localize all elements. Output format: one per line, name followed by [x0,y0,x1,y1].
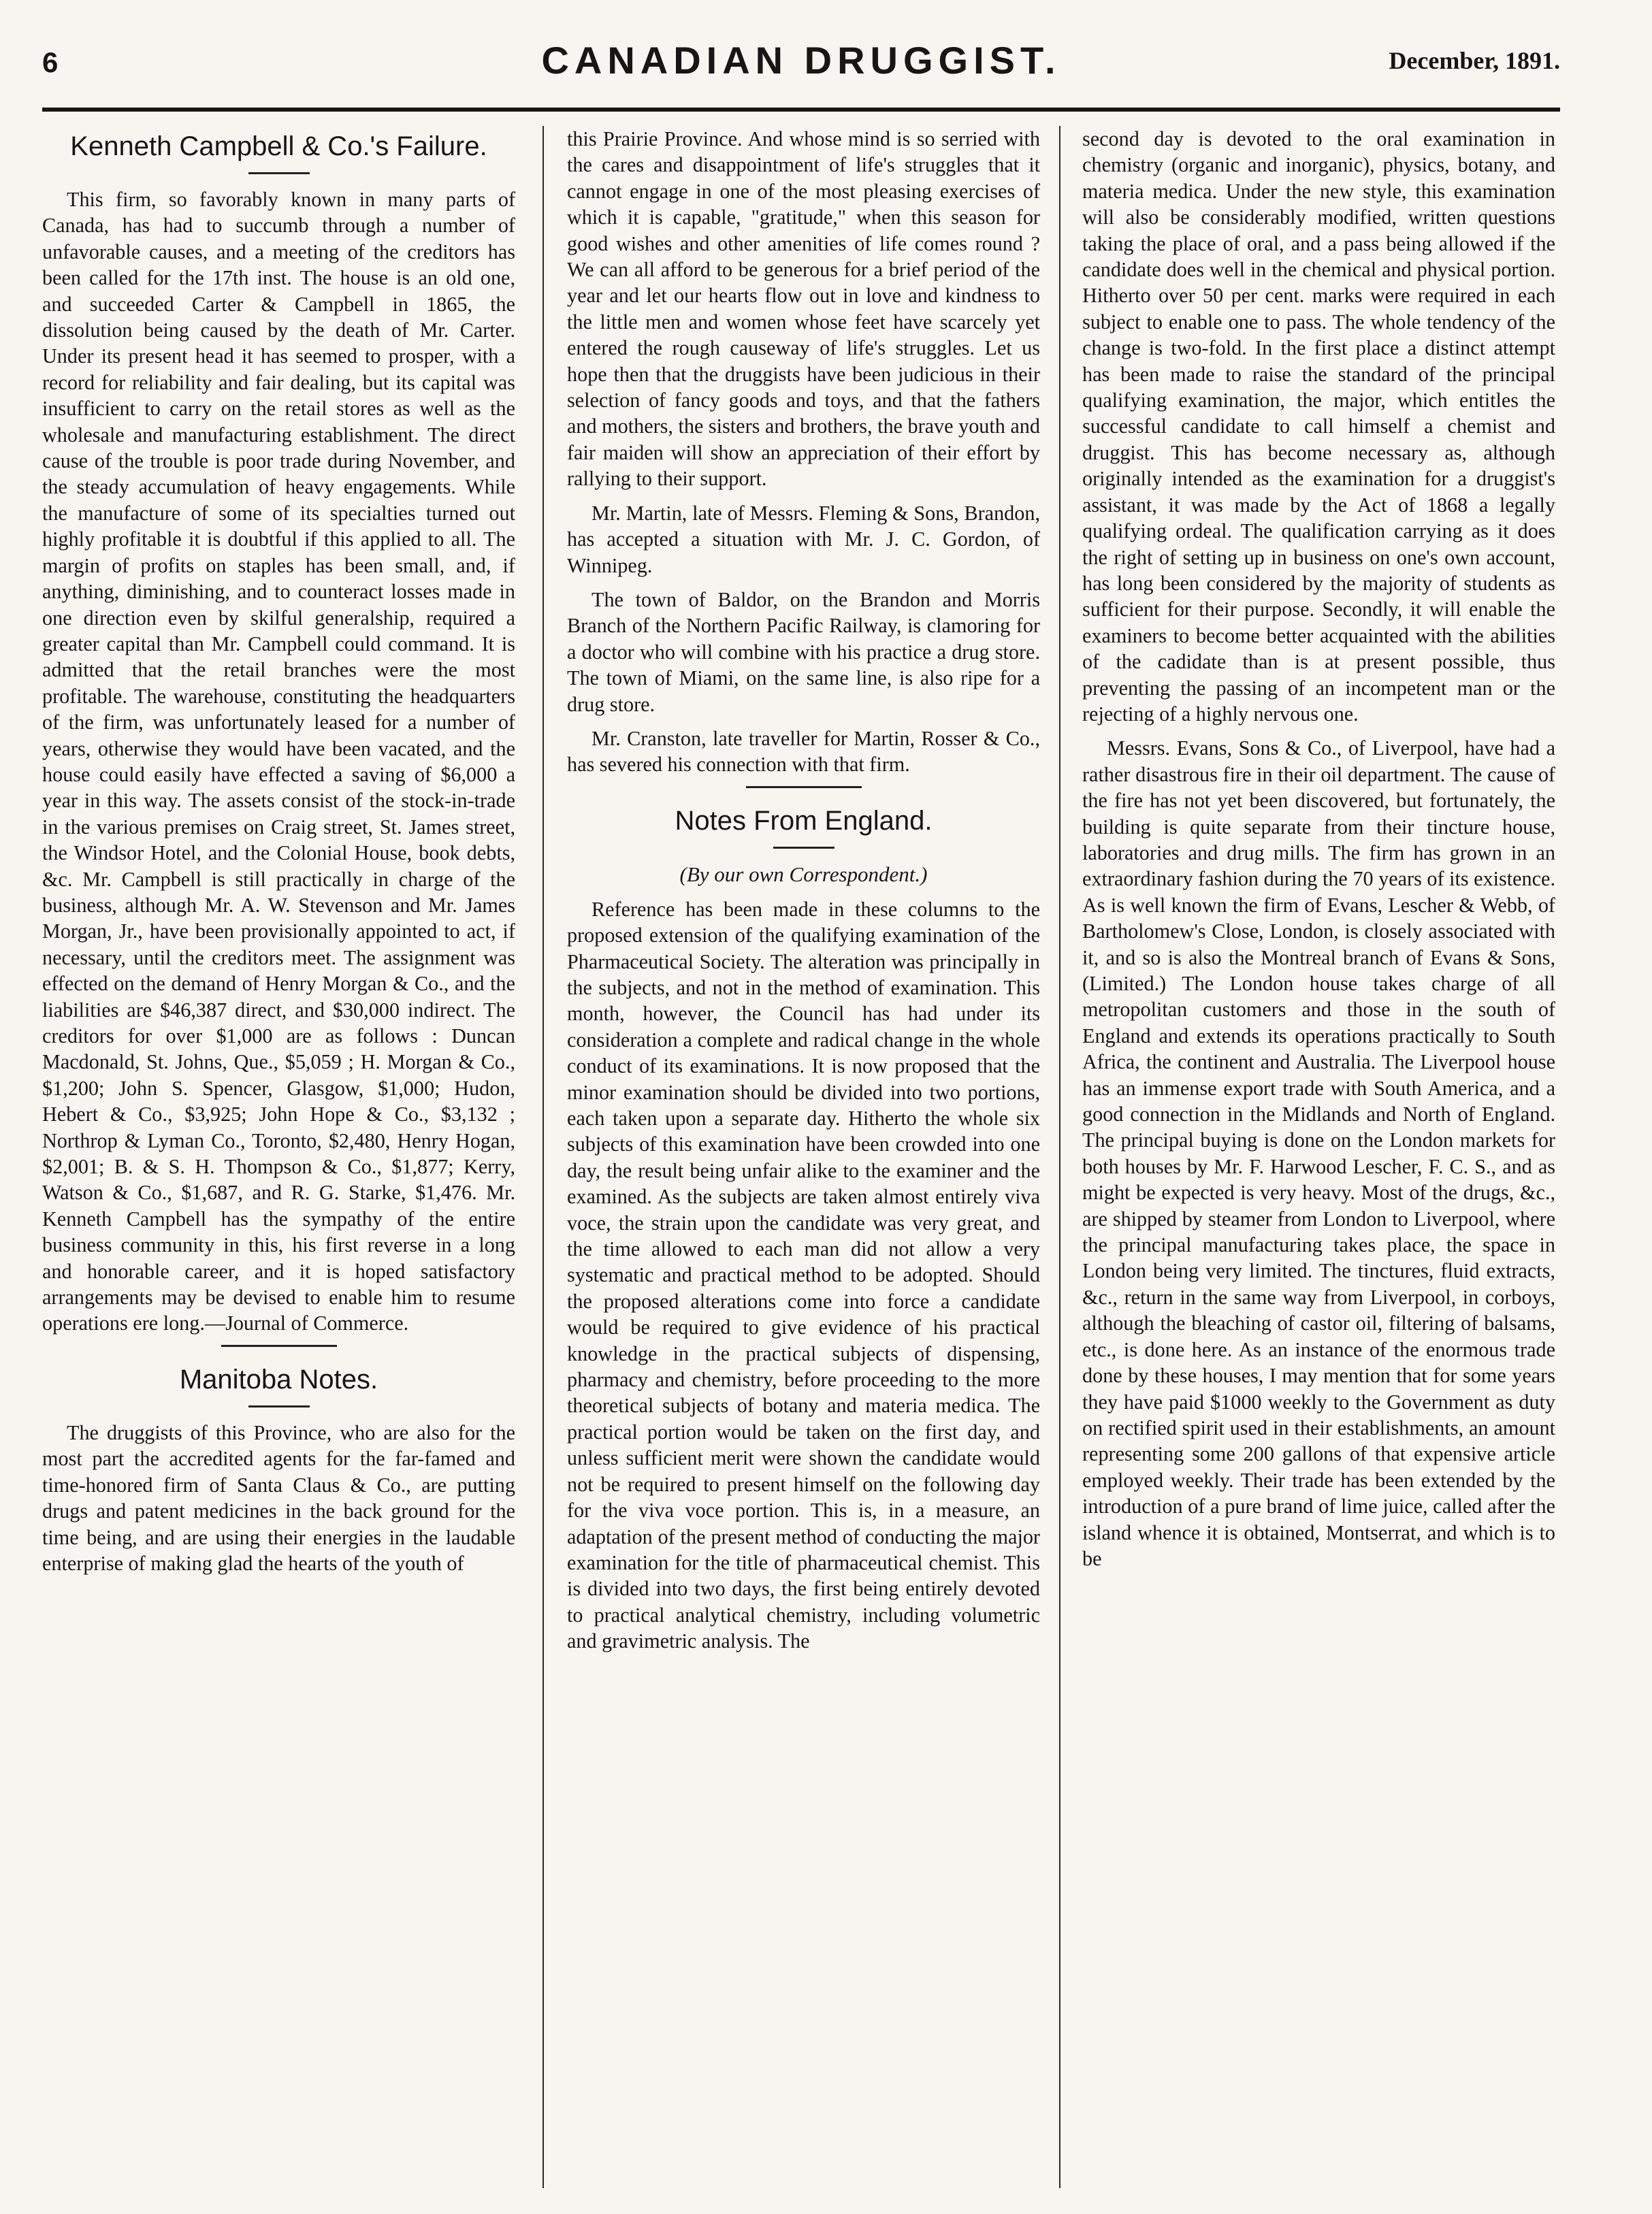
article-paragraph: Mr. Martin, late of Messrs. Fleming & Sons, Brandon, has accepted a situation with Mr. J. C. Gordon, of Winnipeg. [567,501,1040,577]
article-paragraph: this Prairie Province. And whose mind is so serried with the cares and disappointment of life's struggles that it cannot engage in one of the most pleasing exercises of which it is capable, "gratitude," when this season for good wishes and other amenities of life comes round ? We can all afford to be generous for a brief period of the year and let our hearts flow out in love and kindness to the little men and women whose feet have scarcely yet entered the rough causeway of life's struggles. Let us hope then that the druggists have been judicious in their selection of fancy goods and toys, and that the fathers and mothers, the sisters and brothers, the brave youth and fair maiden will show an appreciation of their effort by rallying to their support. [567,127,1040,491]
article-paragraph: The druggists of this Province, who are also for the most part the accredited agents for the far-famed and time-honored firm of Santa Claus & Co., are putting drugs and patent medicines in the back ground for the time being, and are using their energies in the laudable enterprise of making glad the hearts of the youth of [42,1420,515,1575]
masthead: CANADIAN DRUGGIST. [541,39,1061,82]
article-paragraph: Messrs. Evans, Sons & Co., of Liverpool, have had a rather disastrous fire in their oil department. The cause of the fire has not yet been discovered, but fortunately, the building is quite separate from their tincture house, laboratories and drug mills. The firm has grown in an extraordinary fashion during the 70 years of its existence. As is well known the firm of Evans, Lescher & Webb, of Bartholomew's Close, London, is closely associated with it, and so is also the Montreal branch of Evans & Sons, (Limited.) The London house takes charge of all metropolitan customers and those in the south of England and extends its operations practically to South Africa, the continent and Australia. The Liverpool house has an immense export trade with South America, and a good connection in the Midlands and North of England. The principal buying is done on the London markets for both houses by Mr. F. Harwood Lescher, F. C. S., and as might be expected is very heavy. Most of the drugs, &c., are shipped by steamer from London to Liverpool, where the principal manufacturing takes place, the space in London being very limited. The tinctures, fluid extracts, &c., return in the same way from Liverpool, in corboys, although the bleaching of castor oil, filtering of balsams, etc., is done here. As an instance of the enormous trade done by these houses, I may mention that for some years they have paid $1000 weekly to the Government as duty on rectified spirit used in their establishments, an amount representing some 200 gallons of that expensive article employed weekly. Their trade has been extended by the introduction of a pure brand of lime juice, called after the island whence it is obtained, Montserrat, and which is to be [1082,736,1555,1570]
article-paragraph: This firm, so favorably known in many parts of Canada, has had to succumb through a number of unfavorable causes, and a meeting of the creditors has been called for the 17th inst. The house is an old one, and succeeded Carter & Campbell in 1865, the dissolution being caused by the death of Mr. Carter. Under its present head it has seemed to prosper, with a record for reliability and fair dealing, but its capital was insufficient to carry on the retail stores as well as the wholesale and manufacturing establishment. The direct cause of the trouble is poor trade during November, and the steady accumulation of heavy engagements. While the manufacture of some of its specialties turned out highly profitable it is doubtful if this applied to all. The margin of profits on staples has been small, and, if anything, diminishing, and to counteract losses made in one direction even by skilful generalship, required a greater capital than Mr. Campbell could command. It is admitted that the retail branches were the most profitable. The warehouse, constituting the headquarters of the firm, was unfortunately leased for a number of years, otherwise they would have been vacated, and the house could easily have effected a saving of $6,000 a year in this way. The assets consist of the stock-in-trade in the various premises on Craig street, St. James street, the Windsor Hotel, and the Colonial House, book debts, &c. Mr. Campbell is still practically in charge of the business, although Mr. A. W. Stevenson and Mr. James Morgan, Jr., have been provisionally appointed to act, if necessary, until the creditors meet. The assignment was effected on the demand of Henry Morgan & Co., and the liabilities are $46,387 direct, and $30,000 indirect. The creditors for over $1,000 are as follows : Duncan Macdonald, St. Johns, Que., $5,059 ; H. Morgan & Co., $1,200; John S. Spencer, Glasgow, $1,000; Hudon, Hebert & Co., $3,925; John Hope & Co., $3,132 ; Northrop & Lyman Co., Toronto, $2,480, Henry Hogan, $2,001; B. & S. H. Thompson & Co., $1,877; Kerry, Watson & Co., $1,687, and R. G. Starke, $1,476. Mr. Kenneth Campbell has the sympathy of the entire business community in this, his first reverse in a long and honorable career, and it is hoped satisfactory arrangements may be devised to enable him to resume operations ere long.—Journal of Commerce. [42,188,515,1335]
article-paragraph: second day is devoted to the oral examination in chemistry (organic and inorganic), physics, botany, and materia medica. Under the new style, this examination will also be considerably modified, written questions taking the place of oral, and a pass being allowed if the candidate does well in the chemical and physical portion. Hitherto over 50 per cent. marks were required in each subject to enable one to pass. The whole tendency of the change is two-fold. In the first place a distinct attempt has been made to raise the standard of the principal qualifying examination, the major, which entitles the successful candidate to call himself a chemist and druggist. This has become necessary as, although originally intended as the examination for a druggist's assistant, it was made by the Act of 1868 a legally qualifying ordeal. The qualification carrying as it does the right of setting up in business on one's own account, has long been considered by the majority of students as sufficient for their purpose. Secondly, it will enable the examiners to become better acquainted with the abilities of the cadidate than is at present possible, thus preventing the passing of an incompetent man or the rejecting of a highly nervous one. [1082,127,1555,726]
article-title: Notes From England. [675,805,933,836]
header-rule [42,108,1560,112]
title-rule [773,847,835,849]
column-3 [1082,126,1555,2195]
title-rule [248,172,310,174]
column-divider [542,126,544,2188]
article-title: Manitoba Notes. [179,1364,378,1395]
article-title: Kenneth Campbell & Co.'s Failure. [70,131,487,161]
section-separator [746,786,862,788]
column-2 [567,126,1040,2195]
article-byline: (By our own Correspondent.) [679,862,928,886]
article-paragraph: Reference has been made in these columns to the proposed extension of the qualifying examination of the Pharmaceutical Society. The alteration was principally in the subjects, and not in the method of examination. This month, however, the Council has had under its consideration a complete and radical change in the whole conduct of its examinations. It is now proposed that the minor examination should be divided into two portions, each taken upon a separate day. Hitherto the whole six subjects of this examination have been crowded into one day, the result being unfair alike to the examiner and the examined. As the subjects are taken almost entirely viva voce, the strain upon the candidate was very great, and the time allowed to each man did not allow a very systematic and practical method to be adopted. Should the proposed alterations come into force a candidate would be required to give evidence of his practical knowledge in the practical subjects of dispensing, pharmacy and chemistry, before proceeding to the more theoretical subjects of botany and materia medica. The practical portion would be taken on the first day, and unless sufficient merit were shown the candidate would not be required to present himself on the following day for the viva voce portion. This is, in a measure, an adaptation of the present method of conducting the major examination for the title of pharmaceutical chemist. This is divided into two days, the first being entirely devoted to practical analytical chemistry, including volumetric and gravimetric analysis. The [567,897,1040,1653]
page-header [42,34,1560,95]
issue-date: December, 1891. [1389,47,1560,74]
column-1 [42,126,515,2195]
column-divider [1059,126,1060,2188]
section-separator [221,1345,337,1347]
page-number: 6 [42,46,59,78]
article-paragraph: Mr. Cranston, late traveller for Martin, Rosser & Co., has severed his connection with that firm. [567,726,1040,777]
article-paragraph: The town of Baldor, on the Brandon and Morris Branch of the Northern Pacific Railway, is clamoring for a doctor who will combine with his practice a drug store. The town of Miami, on the same line, is also ripe for a drug store. [567,587,1040,716]
title-rule [248,1405,310,1407]
